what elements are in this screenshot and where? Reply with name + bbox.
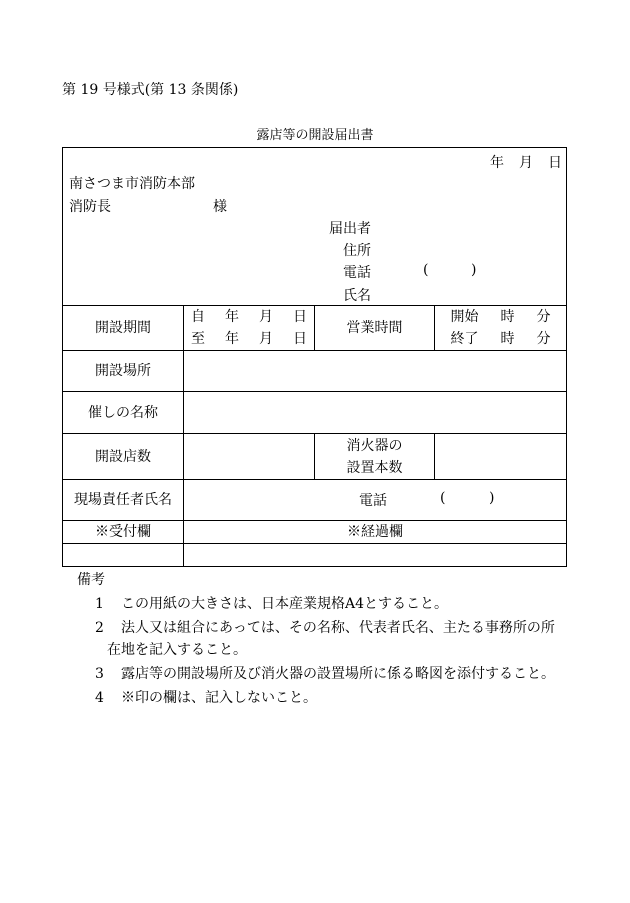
form-number: 第 19 号様式(第 13 条関係)	[62, 82, 239, 98]
from-day-label: 日	[293, 309, 307, 325]
manager-phone-paren-close: )	[489, 490, 495, 506]
note-item	[62, 687, 582, 709]
phone-paren-close: )	[471, 262, 477, 278]
hours-start-label: 開始	[450, 309, 479, 325]
phone-paren-open: (	[423, 262, 429, 278]
manager-phone-label: 電話	[359, 493, 387, 509]
note-item	[62, 617, 582, 639]
note-item-continuation	[62, 639, 582, 661]
business-hours	[435, 306, 566, 350]
start-hour-label: 時	[500, 309, 515, 325]
notes-heading: 備考	[77, 572, 105, 588]
note-number: 3	[95, 666, 104, 682]
name-label: 氏名	[343, 288, 371, 304]
period-to-line	[191, 328, 307, 350]
location-label: 開設場所	[95, 363, 151, 379]
notes-section	[62, 569, 582, 709]
date-month-label: 月	[519, 155, 533, 171]
note-number: 4	[95, 690, 104, 706]
site-manager-label: 現場責任者氏名	[74, 492, 172, 508]
start-minute-label: 分	[536, 309, 551, 325]
grid-line	[63, 543, 566, 544]
from-month-label: 月	[259, 309, 273, 325]
progress-column-label: ※経過欄	[347, 524, 403, 540]
event-name-label: 催しの名称	[88, 404, 158, 421]
note-item	[62, 663, 582, 685]
extinguisher-label-line-2: 設置本数	[346, 459, 403, 476]
end-hour-label: 時	[500, 331, 515, 347]
end-minute-label: 分	[536, 331, 551, 347]
hours-end-line	[451, 328, 551, 350]
note-number: 2	[95, 620, 104, 636]
note-text-continued: 在地を記入すること。	[107, 642, 247, 658]
reception-column-label: ※受付欄	[95, 524, 151, 540]
applicant-label: 届出者	[329, 221, 371, 237]
application-form-table	[62, 147, 567, 567]
date-day-label: 日	[548, 155, 562, 171]
period-dates	[184, 306, 314, 350]
note-number: 1	[95, 596, 104, 612]
grid-line	[434, 433, 435, 479]
to-year-label: 年	[225, 331, 239, 347]
from-year-label: 年	[225, 309, 239, 325]
to-day-label: 日	[293, 331, 307, 347]
period-from-line	[191, 306, 307, 328]
document-title: 露店等の開設届出書	[256, 128, 374, 143]
note-text: この用紙の大きさは、日本産業規格A4とすること。	[121, 596, 449, 612]
period-to-label: 至	[191, 331, 205, 347]
hours-start-line	[451, 306, 551, 328]
extinguisher-label-line-1: 消火器の	[346, 437, 403, 454]
date-year-label: 年	[490, 155, 504, 171]
addressee-title: 消防長	[69, 199, 111, 215]
hours-end-label: 終了	[450, 331, 479, 347]
note-item	[62, 593, 582, 615]
to-month-label: 月	[259, 331, 273, 347]
note-text: ※印の欄は、記入しないこと。	[121, 690, 317, 706]
addressee-honorific: 様	[213, 199, 227, 215]
note-text: 法人又は組合にあっては、その名称、代表者氏名、主たる事務所の所	[121, 620, 555, 636]
period-label: 開設期間	[95, 320, 151, 336]
business-hours-label: 営業時間	[346, 320, 403, 336]
note-text: 露店等の開設場所及び消火器の設置場所に係る略図を添付すること。	[121, 666, 555, 682]
extinguisher-count-label	[315, 434, 434, 479]
phone-label: 電話	[343, 265, 371, 281]
stall-count-label: 開設店数	[95, 448, 151, 465]
manager-phone-paren-open: (	[440, 490, 446, 506]
addressee-organization: 南さつま市消防本部	[69, 176, 195, 192]
period-from-label: 自	[191, 309, 205, 325]
address-label: 住所	[343, 243, 371, 259]
